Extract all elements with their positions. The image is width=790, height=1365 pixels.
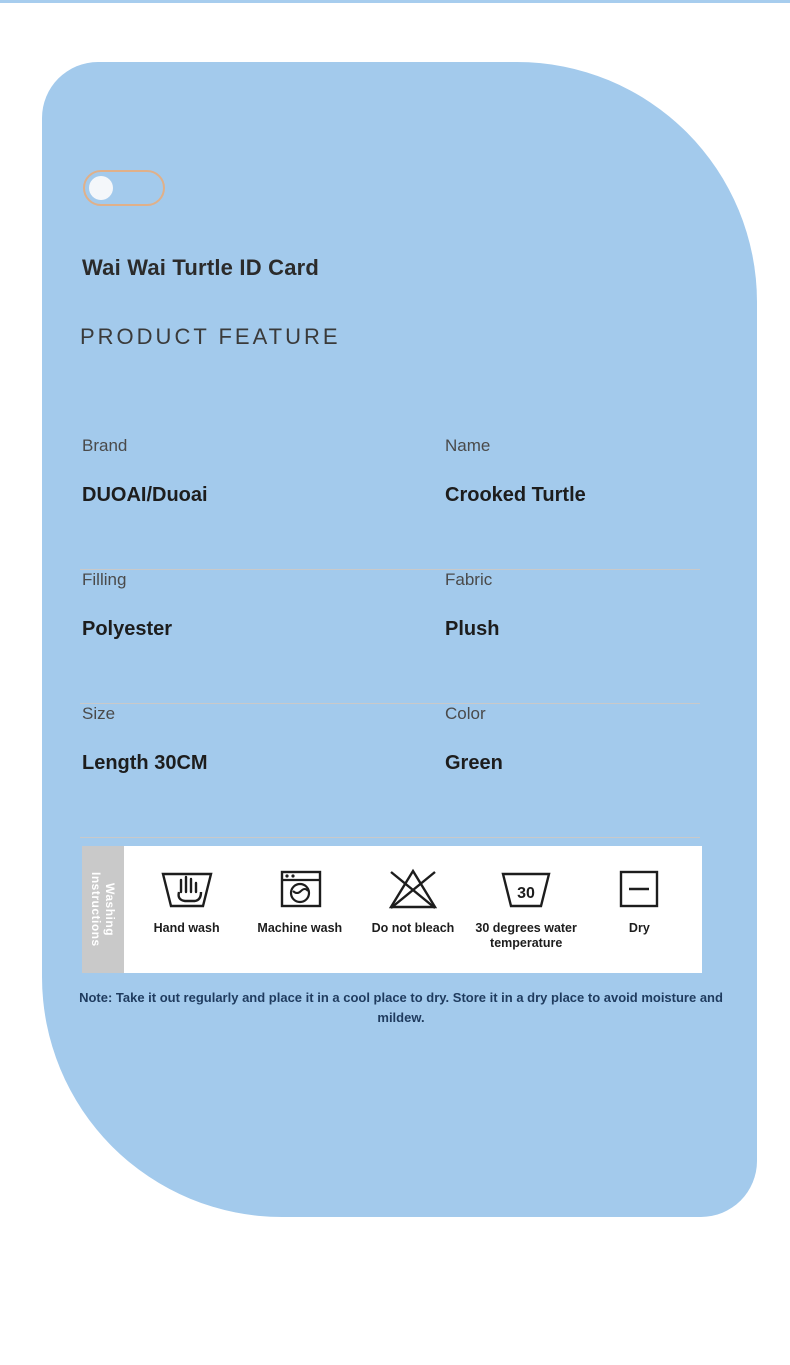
washing-instructions-tab: [82, 846, 124, 973]
spec-label: Fabric: [445, 570, 493, 589]
do-not-bleach-icon: [357, 860, 469, 918]
dry-icon: [583, 860, 695, 918]
spec-value: DUOAI/Duoai: [82, 484, 208, 506]
wash-item-water-temperature: [470, 860, 582, 951]
row-divider: [80, 837, 700, 838]
care-note: Note: Take it out regularly and place it in a cool place to dry. Store it in a dry place to avoid moisture and mildew.: [79, 990, 723, 1025]
hand-wash-icon: [131, 860, 243, 918]
spec-cell-color: [445, 704, 503, 775]
spec-cell-name: [445, 436, 586, 507]
spec-value: Plush: [445, 618, 500, 640]
wash-item-caption: Do not bleach: [371, 921, 455, 935]
spec-value: Polyester: [82, 618, 173, 640]
page-title: Wai Wai Turtle ID Card: [82, 255, 320, 280]
washing-instructions-panel: [82, 846, 702, 973]
svg-text:30: 30: [517, 885, 536, 902]
machine-wash-icon: [244, 860, 356, 918]
spec-label: Brand: [82, 436, 128, 455]
wash-item-caption: Machine wash: [257, 921, 343, 935]
wash-item-dry: [583, 860, 695, 936]
wash-item-do-not-bleach: [357, 860, 469, 936]
spec-label: Color: [445, 704, 486, 723]
spec-row: [80, 570, 700, 704]
spec-value: Green: [445, 752, 503, 774]
water-temperature-icon: [470, 860, 582, 918]
spec-cell-brand: [82, 436, 208, 507]
spec-row: [80, 704, 700, 838]
wash-item-machine-wash: [244, 860, 356, 936]
wash-item-caption: Dry: [628, 921, 650, 935]
spec-label: Filling: [82, 570, 127, 589]
toggle-switch[interactable]: [83, 170, 165, 206]
page-subtitle: PRODUCT FEATURE: [80, 324, 341, 349]
washing-instructions-tab-label: Washing Instructions: [89, 872, 117, 947]
top-divider: [0, 0, 790, 3]
spec-cell-size: [82, 704, 208, 775]
spec-value: Crooked Turtle: [445, 484, 586, 506]
wash-item-caption: Hand wash: [153, 921, 220, 935]
spec-label: Size: [82, 704, 116, 723]
spec-cell-fabric: [445, 570, 499, 641]
spec-cell-filling: [82, 570, 172, 641]
spec-row: [80, 436, 700, 570]
spec-value: Length 30CM: [82, 752, 208, 774]
spec-label: Name: [445, 436, 491, 455]
washing-icon-list: [124, 846, 702, 973]
wash-item-hand-wash: [131, 860, 243, 936]
wash-item-caption: 30 degrees water temperature: [475, 921, 577, 950]
spec-table: [80, 436, 700, 838]
toggle-knob: [89, 176, 113, 200]
